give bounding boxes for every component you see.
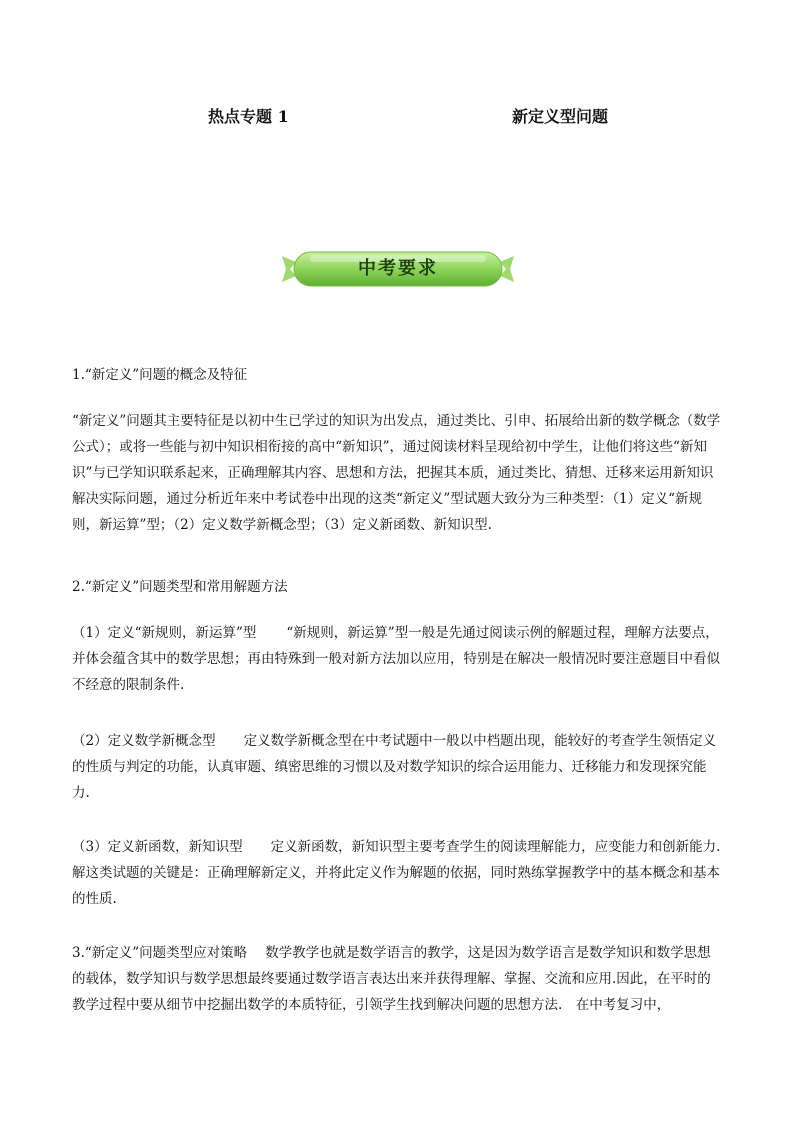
section-3-label: 3.“新定义”问题类型应对策略 [72, 945, 248, 961]
section-3-paragraph [72, 940, 724, 1018]
paragraph-1-body: “新规则，新运算”型一般是先通过阅读示例的解题过程，理解方法要点，并体会蕴含其中的数学思想；再由特殊到一般对新方法加以应用，特别是在解决一般情况时要注意题目中看似不经意的限制条件. [72, 625, 720, 693]
paragraph-1-label: （1）定义“新规则，新运算”型 [72, 625, 257, 641]
paragraph-2-body: 定义数学新概念型在中考试题中一般以中档题出现，能较好的考查学生领悟定义的性质与判定的功能，认真审题、缜密思维的习惯以及对数学知识的综合运用能力、迁移能力和发现探究能力. [72, 733, 717, 801]
section-2-paragraph-3 [72, 834, 724, 912]
paragraph-3-label: （3）定义新函数，新知识型 [72, 839, 243, 855]
section-1-heading: 1.“新定义”问题的概念及特征 [72, 367, 248, 383]
section-2-paragraph-1 [72, 620, 724, 698]
section-banner [280, 248, 516, 290]
topic-name-title: 新定义型问题 [512, 107, 609, 126]
section-2-heading: 2.“新定义”问题类型和常用解题方法 [72, 579, 288, 595]
topic-number-title: 热点专题 1 [208, 107, 289, 126]
section-3-body: 数学教学也就是数学语言的教学，这是因为数学语言是数学知识和数学思想的载体，数学知识与数学思想最终要通过数学语言表达出来并获得理解、掌握、交流和应用.因此，在平时的教学过程中要从细节中挖掘出数学的本质特征，引领学生找到解决问题的思想方法. 在中考复习中， [72, 945, 711, 1013]
paragraph-3-body: 定义新函数，新知识型主要考查学生的阅读理解能力，应变能力和创新能力.解这类试题的关键是：正确理解新定义，并将此定义作为解题的依据，同时熟练掌握教学中的基本概念和基本的性质. [72, 839, 721, 907]
paragraph-2-label: （2）定义数学新概念型 [72, 733, 216, 749]
section-1-body: “新定义”问题其主要特征是以初中生已学过的知识为出发点，通过类比、引申、拓展给出新的数学概念（数学公式）；或将一些能与初中知识相衔接的高中“新知识”，通过阅读材料呈现给初中学生，让他们将这些“新知识”与已学知识联系起来，正确理解其内容、思想和方法，把握其本质，通过类比、猜想、迁移来运用新知识解决实际问题，通过分析近年来中考试卷中出现的这类“新定义”型试题大致分为三种类型：（1）定义“新规则，新运算”型；（2）定义数学新概念型；（3）定义新函数、新知识型. [72, 413, 721, 533]
banner-label: 中考要求 [358, 258, 438, 279]
section-2-paragraph-2 [72, 728, 724, 806]
